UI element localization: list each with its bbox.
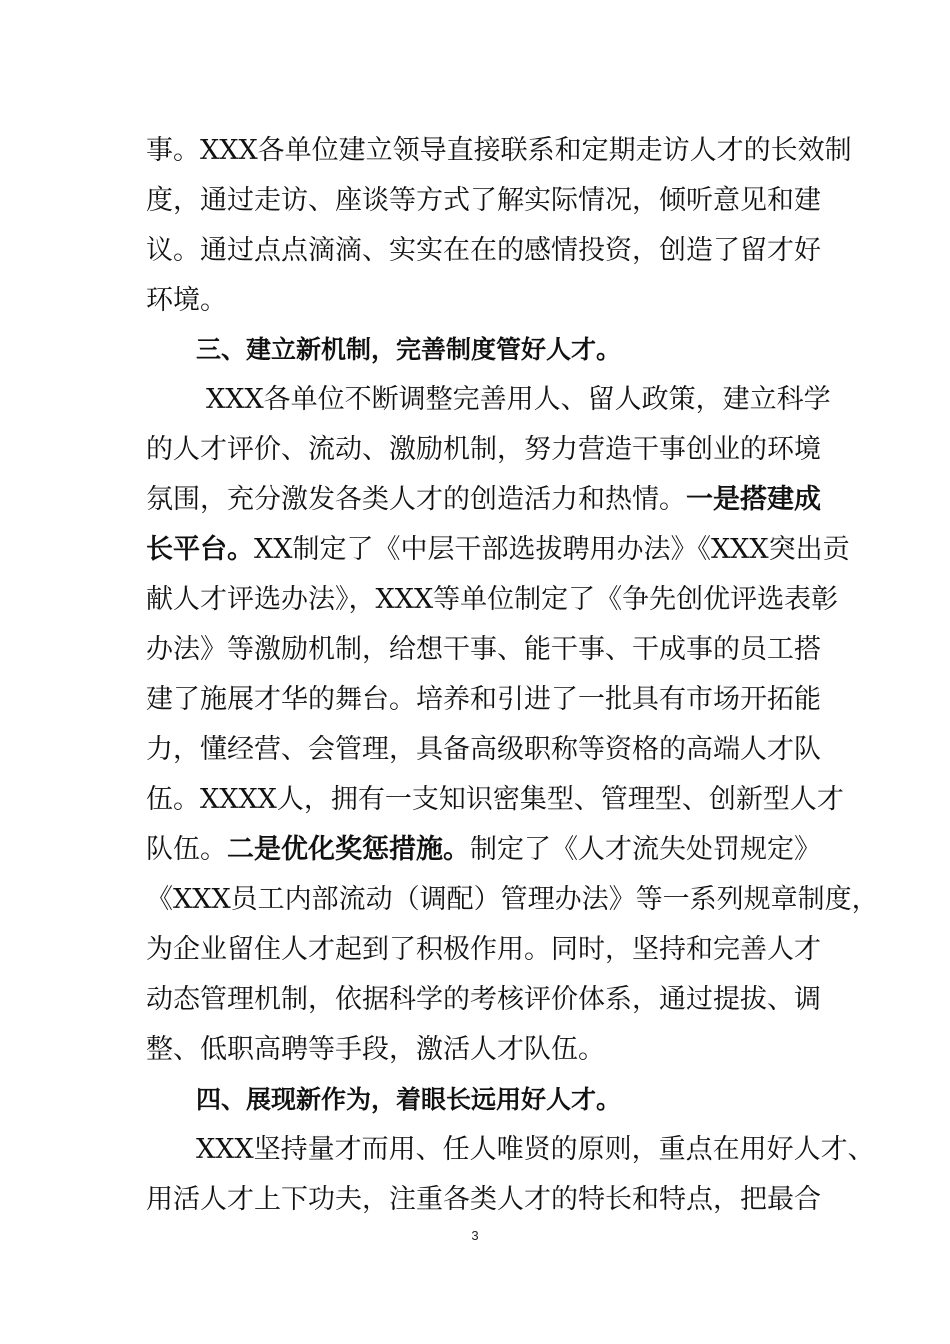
text-run: 力，懂经营、会管理，具备高级职称等资格的高端人才队: [146, 734, 821, 765]
paragraph-line: [146, 680, 826, 720]
text-run: 用活人才上下功夫，注重各类人才的特长和特点，把最合: [146, 1184, 821, 1215]
text-run: XX制定了《中层干部选拔聘用办法》《XXX突出贡: [254, 534, 850, 565]
text-run: 献人才评选办法》，XXX等单位制定了《争先创优评选表彰: [146, 584, 839, 615]
paragraph-line: [206, 380, 886, 420]
heading-text: 四、展现新作为，着眼长远用好人才。: [196, 1085, 622, 1114]
text-run: 环境。: [146, 285, 227, 316]
paragraph-line: [146, 181, 826, 221]
paragraph-line: [146, 580, 839, 620]
paragraph-line: [146, 830, 826, 870]
paragraph-line: [146, 281, 826, 321]
bold-text-run: 一是搭建成: [686, 484, 821, 515]
text-run: 队伍。: [146, 834, 227, 865]
paragraph-line: [146, 430, 826, 470]
section-heading-3: [196, 330, 876, 370]
paragraph-line: [196, 1130, 876, 1170]
paragraph-line: [146, 980, 826, 1020]
paragraph-line: [146, 730, 826, 770]
text-run: 《XXX员工内部流动（调配）管理办法》等一系列规章制度，: [146, 884, 879, 915]
paragraph-line: [146, 1180, 826, 1220]
text-run: 制定了《人才流失处罚规定》: [470, 834, 821, 865]
paragraph-line: [146, 1030, 826, 1070]
heading-text: 三、建立新机制，完善制度管好人才。: [196, 335, 622, 364]
paragraph-line: [146, 480, 826, 520]
text-run: XXX各单位不断调整完善用人、留人政策，建立科学: [206, 384, 831, 415]
text-run: 伍。XXXX人，拥有一支知识密集型、管理型、创新型人才: [146, 784, 844, 815]
paragraph-line: [146, 880, 879, 920]
bold-text-run: 二是优化奖惩措施。: [227, 834, 470, 865]
paragraph-line: [146, 231, 826, 271]
text-run: 的人才评价、流动、激励机制，努力营造干事创业的环境: [146, 434, 821, 465]
text-run: 度，通过走访、座谈等方式了解实际情况，倾听意见和建: [146, 185, 821, 216]
text-run: 氛围，充分激发各类人才的创造活力和热情。: [146, 484, 686, 515]
text-run: XXX坚持量才而用、任人唯贤的原则，重点在用好人才、: [196, 1134, 875, 1165]
paragraph-line: [146, 131, 852, 171]
page-number: 3: [471, 1228, 479, 1243]
text-run: 建了施展才华的舞台。培养和引进了一批具有市场开拓能: [146, 684, 821, 715]
paragraph-line: [146, 630, 826, 670]
section-heading-4: [196, 1080, 876, 1120]
text-run: 整、低职高聘等手段，激活人才队伍。: [146, 1034, 605, 1065]
paragraph-line: [146, 930, 826, 970]
text-run: 为企业留住人才起到了积极作用。同时，坚持和完善人才: [146, 934, 821, 965]
text-run: 议。通过点点滴滴、实实在在的感情投资，创造了留才好: [146, 235, 821, 266]
bold-text-run: 长平台。: [146, 534, 254, 565]
text-run: 办法》等激励机制，给想干事、能干事、干成事的员工搭: [146, 634, 821, 665]
text-run: 事。XXX各单位建立领导直接联系和定期走访人才的长效制: [146, 135, 852, 166]
paragraph-line: [146, 780, 844, 820]
text-run: 动态管理机制，依据科学的考核评价体系，通过提拔、调: [146, 984, 821, 1015]
paragraph-line: [146, 530, 850, 570]
